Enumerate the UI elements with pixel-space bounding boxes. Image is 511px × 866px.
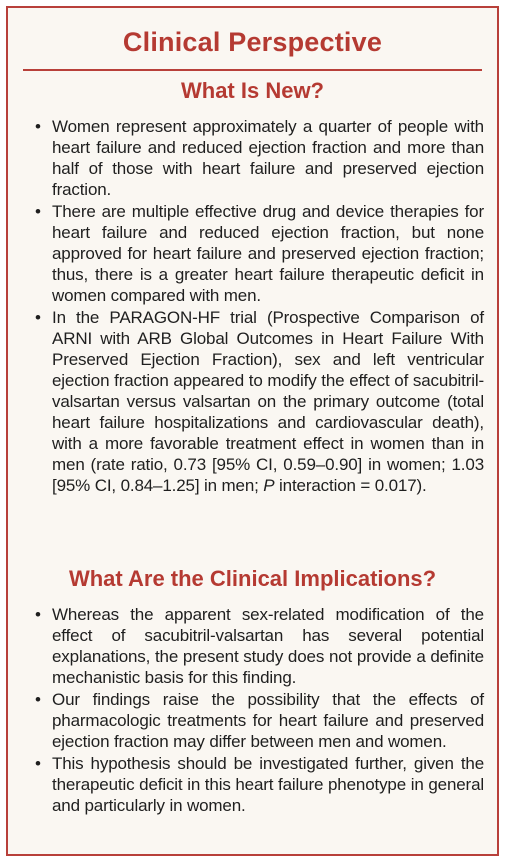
list-item: • This hypothesis should be investigated further, given the therapeutic deficit in this heart failure phenotype in general and particularly in women.	[32, 753, 484, 816]
list-item-text: In the PARAGON-HF trial (Prospective Comparison of ARNI with ARB Global Outcomes in Heart Failure With Preserved Ejection Fraction), sex and left ventricular ejection fraction appeared to modify the effect of sacubitril-valsartan versus valsartan on the primary outcome (total heart failure hospitalizations and cardiovascular death), with a more favorable treatment effect in women than in men (rate ratio, 0.73 [95% CI, 0.59–0.90] in women; 1.03 [95% CI, 0.84–1.25] in men;	[52, 308, 484, 495]
clinical-implications-list	[32, 604, 484, 817]
list-item-text: interaction = 0.017).	[274, 476, 427, 495]
list-item: • Women represent approximately a quarter of people with heart failure and reduced ejection fraction and more than half of those with heart failure and preserved ejection fraction.	[32, 116, 484, 200]
what-is-new-list	[32, 116, 484, 497]
title-divider	[23, 69, 482, 71]
panel-title: Clinical Perspective	[122, 27, 383, 57]
p-value-symbol: P	[263, 476, 275, 495]
list-item: • Whereas the apparent sex-related modification of the effect of sacubitril-valsartan has several potential explanations, the present study does not provide a definite mechanistic basis for this finding.	[32, 604, 484, 688]
list-item: • There are multiple effective drug and device therapies for heart failure and reduced ejection fraction, but none approved for heart failure and preserved ejection fraction; thus, there is a greater heart failure therapeutic deficit in women compared with men.	[32, 201, 484, 306]
list-item: • Our findings raise the possibility that the effects of pharmacologic treatments for heart failure and preserved ejection fraction may differ between men and women.	[32, 689, 484, 752]
clinical-implications-heading: What Are the Clinical Implications?	[68, 566, 437, 591]
what-is-new-heading: What Is New?	[180, 78, 324, 103]
clinical-perspective-panel	[6, 6, 499, 856]
list-item	[32, 307, 484, 496]
